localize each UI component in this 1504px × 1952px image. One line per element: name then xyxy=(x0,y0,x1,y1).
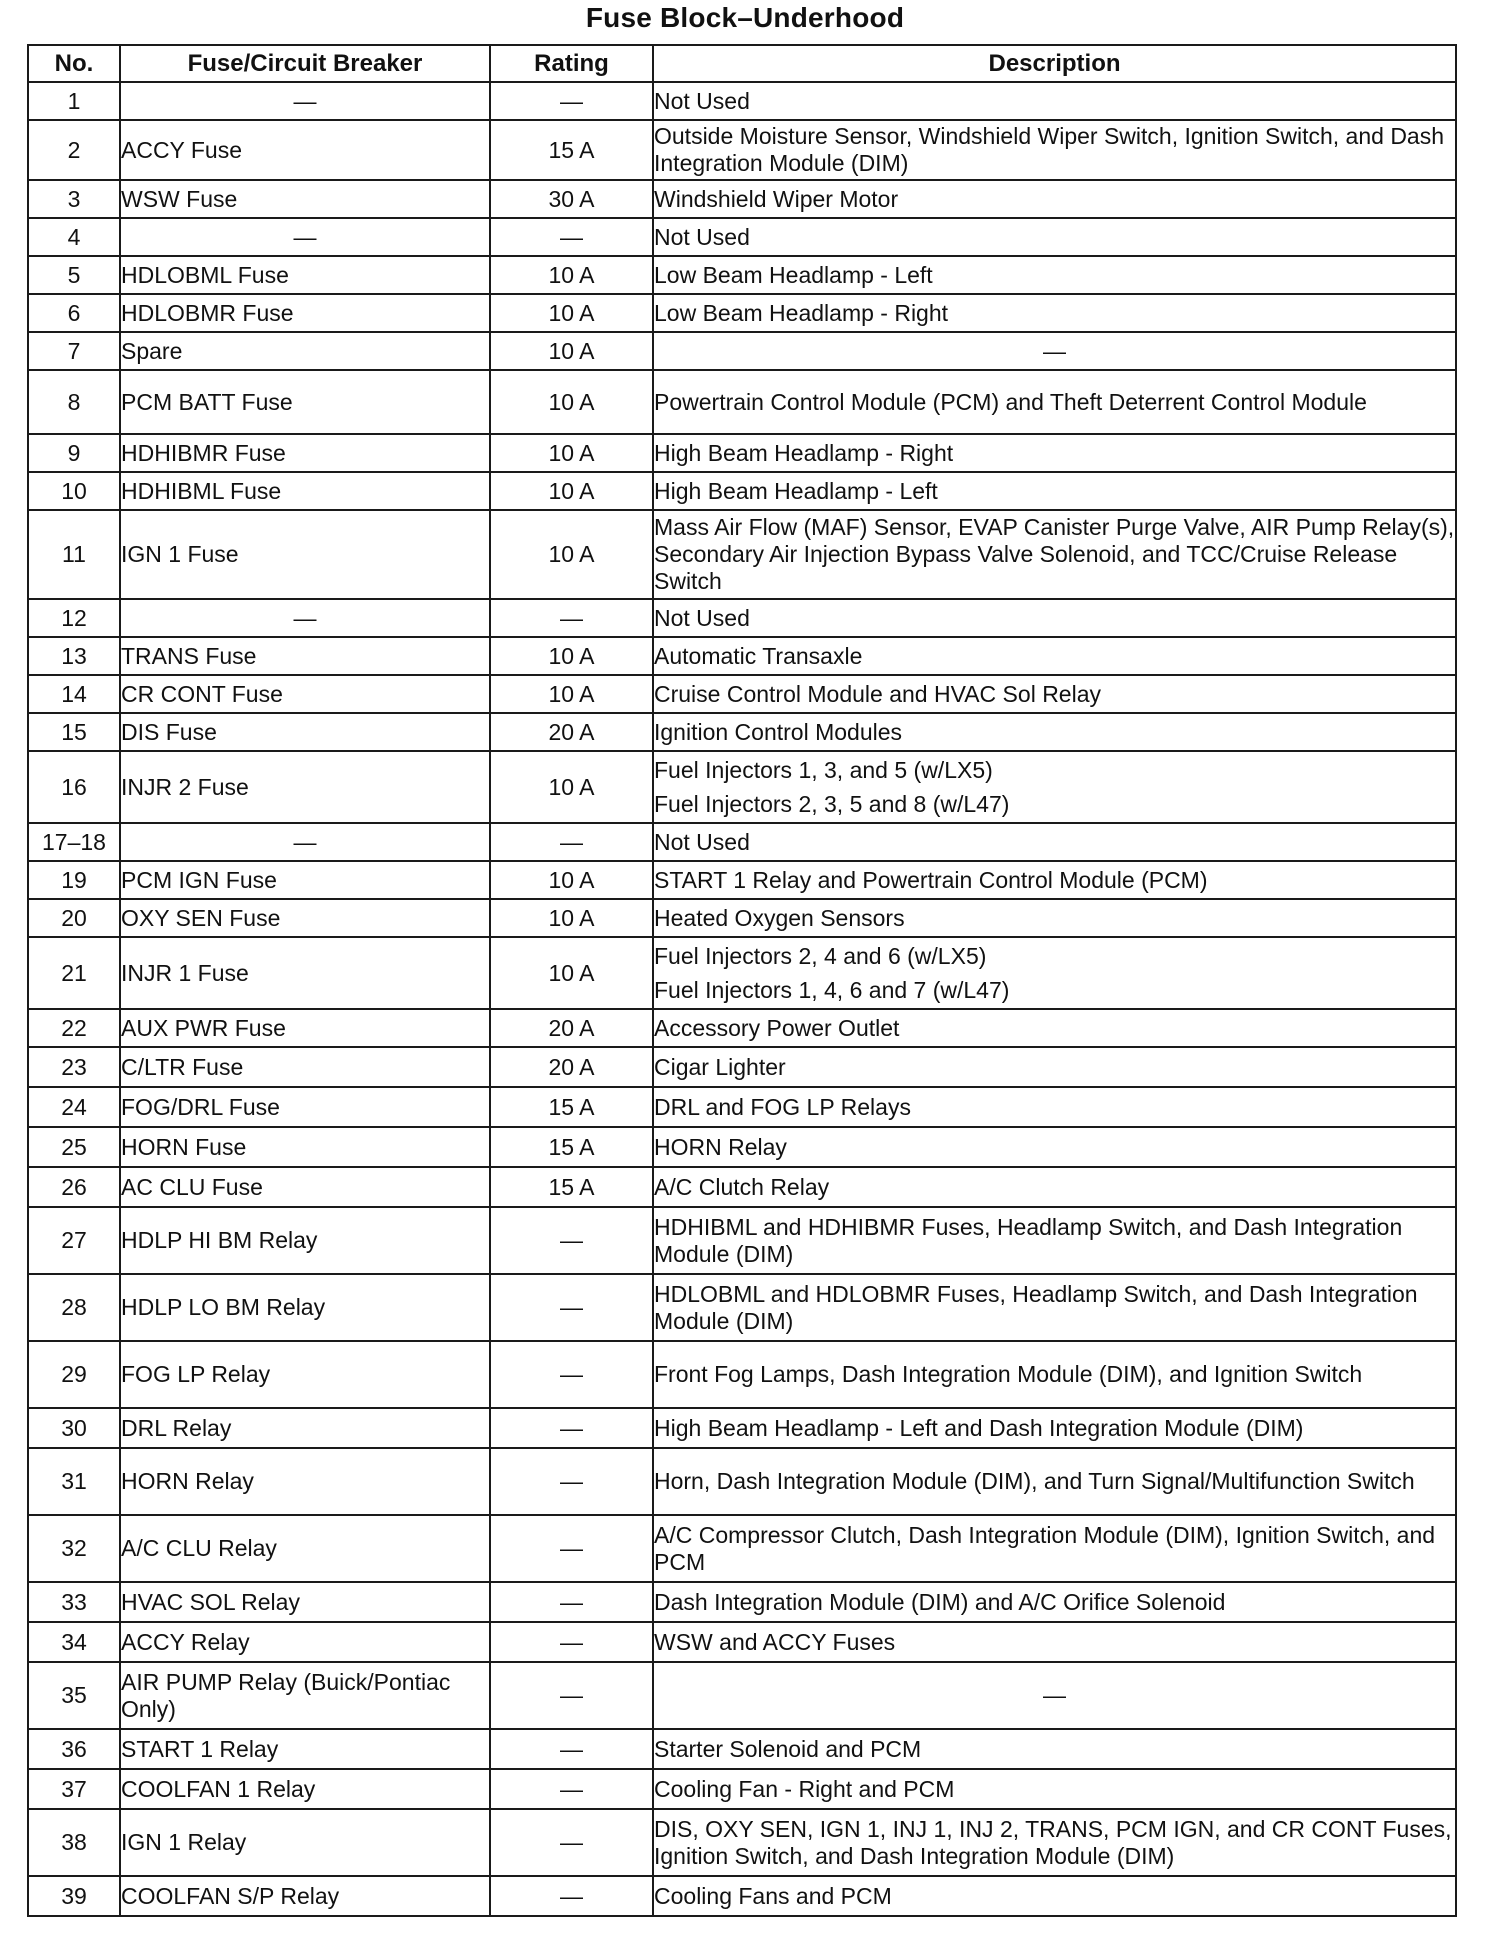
fuse-number: 16 xyxy=(28,751,120,823)
table-row xyxy=(28,1582,1456,1622)
fuse-description: WSW and ACCY Fuses xyxy=(653,1622,1456,1662)
fuse-number: 14 xyxy=(28,675,120,713)
description-line: Fuel Injectors 1, 3, and 5 (w/LX5) xyxy=(654,757,993,783)
fuse-name: IGN 1 Relay xyxy=(120,1809,490,1876)
fuse-number: 1 xyxy=(28,82,120,120)
table-row xyxy=(28,1448,1456,1515)
header-rating: Rating xyxy=(490,45,653,82)
table-row xyxy=(28,256,1456,294)
fuse-number: 38 xyxy=(28,1809,120,1876)
fuse-description: Not Used xyxy=(653,823,1456,861)
fuse-number: 37 xyxy=(28,1769,120,1809)
fuse-rating: 10 A xyxy=(490,751,653,823)
fuse-number: 8 xyxy=(28,370,120,434)
table-row xyxy=(28,1622,1456,1662)
fuse-name: ACCY Fuse xyxy=(120,120,490,180)
table-row xyxy=(28,180,1456,218)
fuse-description: Mass Air Flow (MAF) Sensor, EVAP Canister Purge Valve, AIR Pump Relay(s), Secondary Air Injection Bypass Valve Solenoid, and TCC/Cruise Release Switch xyxy=(653,510,1456,599)
fuse-name: HDHIBMR Fuse xyxy=(120,434,490,472)
table-row xyxy=(28,599,1456,637)
table-row xyxy=(28,1662,1456,1729)
fuse-name: A/C CLU Relay xyxy=(120,1515,490,1582)
fuse-rating: — xyxy=(490,1622,653,1662)
fuse-rating: — xyxy=(490,82,653,120)
fuse-rating: 10 A xyxy=(490,472,653,510)
fuse-rating: — xyxy=(490,1341,653,1408)
fuse-number: 24 xyxy=(28,1087,120,1127)
fuse-rating: 15 A xyxy=(490,120,653,180)
fuse-rating: 10 A xyxy=(490,510,653,599)
fuse-description: High Beam Headlamp - Left and Dash Integration Module (DIM) xyxy=(653,1408,1456,1448)
fuse-rating: 10 A xyxy=(490,861,653,899)
fuse-rating: — xyxy=(490,218,653,256)
fuse-rating: 10 A xyxy=(490,675,653,713)
table-row xyxy=(28,1769,1456,1809)
fuse-name: HVAC SOL Relay xyxy=(120,1582,490,1622)
fuse-description: Dash Integration Module (DIM) and A/C Orifice Solenoid xyxy=(653,1582,1456,1622)
fuse-description: Horn, Dash Integration Module (DIM), and Turn Signal/Multifunction Switch xyxy=(653,1448,1456,1515)
table-row xyxy=(28,332,1456,370)
fuse-number: 17–18 xyxy=(28,823,120,861)
table-row xyxy=(28,823,1456,861)
table-row xyxy=(28,937,1456,1009)
fuse-description xyxy=(653,751,1456,823)
fuse-description: HDHIBML and HDHIBMR Fuses, Headlamp Switch, and Dash Integration Module (DIM) xyxy=(653,1207,1456,1274)
table-row xyxy=(28,1809,1456,1876)
fuse-name: HORN Relay xyxy=(120,1448,490,1515)
fuse-rating: — xyxy=(490,1448,653,1515)
fuse-name: HORN Fuse xyxy=(120,1127,490,1167)
fuse-rating: 10 A xyxy=(490,637,653,675)
fuse-rating: 10 A xyxy=(490,899,653,937)
fuse-description: Not Used xyxy=(653,218,1456,256)
fuse-description: Cooling Fan - Right and PCM xyxy=(653,1769,1456,1809)
fuse-number: 13 xyxy=(28,637,120,675)
fuse-number: 30 xyxy=(28,1408,120,1448)
fuse-rating: 20 A xyxy=(490,1047,653,1087)
description-line: Fuel Injectors 2, 4 and 6 (w/LX5) xyxy=(654,943,987,969)
description-line: Fuel Injectors 1, 4, 6 and 7 (w/L47) xyxy=(654,977,1010,1003)
fuse-rating: — xyxy=(490,599,653,637)
fuse-rating: — xyxy=(490,1582,653,1622)
fuse-name: PCM BATT Fuse xyxy=(120,370,490,434)
fuse-number: 34 xyxy=(28,1622,120,1662)
table-row xyxy=(28,713,1456,751)
table-row xyxy=(28,1167,1456,1207)
fuse-name: INJR 2 Fuse xyxy=(120,751,490,823)
fuse-rating: — xyxy=(490,1809,653,1876)
fuse-rating: — xyxy=(490,1274,653,1341)
fuse-name: AC CLU Fuse xyxy=(120,1167,490,1207)
fuse-name: AUX PWR Fuse xyxy=(120,1009,490,1047)
fuse-description: DRL and FOG LP Relays xyxy=(653,1087,1456,1127)
fuse-number: 19 xyxy=(28,861,120,899)
fuse-number: 32 xyxy=(28,1515,120,1582)
fuse-rating: 20 A xyxy=(490,1009,653,1047)
fuse-number: 22 xyxy=(28,1009,120,1047)
fuse-number: 39 xyxy=(28,1876,120,1916)
table-row xyxy=(28,370,1456,434)
fuse-name: START 1 Relay xyxy=(120,1729,490,1769)
fuse-rating: 15 A xyxy=(490,1127,653,1167)
fuse-name: COOLFAN 1 Relay xyxy=(120,1769,490,1809)
fuse-rating: — xyxy=(490,1207,653,1274)
fuse-rating: — xyxy=(490,1876,653,1916)
table-row xyxy=(28,1876,1456,1916)
fuse-description: — xyxy=(653,332,1456,370)
table-row xyxy=(28,1274,1456,1341)
fuse-number: 11 xyxy=(28,510,120,599)
fuse-name: — xyxy=(120,599,490,637)
fuse-name: FOG LP Relay xyxy=(120,1341,490,1408)
fuse-number: 26 xyxy=(28,1167,120,1207)
table-row xyxy=(28,218,1456,256)
fuse-name: HDLOBMR Fuse xyxy=(120,294,490,332)
fuse-name: — xyxy=(120,218,490,256)
fuse-number: 3 xyxy=(28,180,120,218)
fuse-description: START 1 Relay and Powertrain Control Module (PCM) xyxy=(653,861,1456,899)
fuse-description: High Beam Headlamp - Left xyxy=(653,472,1456,510)
fuse-number: 28 xyxy=(28,1274,120,1341)
fuse-number: 35 xyxy=(28,1662,120,1729)
fuse-number: 6 xyxy=(28,294,120,332)
fuse-rating: — xyxy=(490,823,653,861)
fuse-name: DIS Fuse xyxy=(120,713,490,751)
fuse-description: Ignition Control Modules xyxy=(653,713,1456,751)
fuse-description: Low Beam Headlamp - Left xyxy=(653,256,1456,294)
fuse-number: 10 xyxy=(28,472,120,510)
fuse-rating: 20 A xyxy=(490,713,653,751)
fuse-name: COOLFAN S/P Relay xyxy=(120,1876,490,1916)
fuse-description: — xyxy=(653,1662,1456,1729)
header-fuse: Fuse/Circuit Breaker xyxy=(120,45,490,82)
fuse-table xyxy=(27,44,1457,1917)
fuse-description: Cruise Control Module and HVAC Sol Relay xyxy=(653,675,1456,713)
fuse-name: HDHIBML Fuse xyxy=(120,472,490,510)
fuse-rating: — xyxy=(490,1408,653,1448)
fuse-number: 5 xyxy=(28,256,120,294)
fuse-description: A/C Compressor Clutch, Dash Integration Module (DIM), Ignition Switch, and PCM xyxy=(653,1515,1456,1582)
description-line: Fuel Injectors 2, 3, 5 and 8 (w/L47) xyxy=(654,791,1010,817)
fuse-rating: 10 A xyxy=(490,332,653,370)
fuse-description: Windshield Wiper Motor xyxy=(653,180,1456,218)
fuse-description: Cooling Fans and PCM xyxy=(653,1876,1456,1916)
page-title: Fuse Block–Underhood xyxy=(585,2,905,33)
fuse-name: HDLP HI BM Relay xyxy=(120,1207,490,1274)
fuse-description: High Beam Headlamp - Right xyxy=(653,434,1456,472)
table-row xyxy=(28,1127,1456,1167)
fuse-rating: 15 A xyxy=(490,1167,653,1207)
fuse-name: — xyxy=(120,82,490,120)
fuse-name: CR CONT Fuse xyxy=(120,675,490,713)
fuse-name: — xyxy=(120,823,490,861)
table-row xyxy=(28,1087,1456,1127)
table-row xyxy=(28,434,1456,472)
fuse-rating: 30 A xyxy=(490,180,653,218)
table-row xyxy=(28,510,1456,599)
fuse-number: 36 xyxy=(28,1729,120,1769)
fuse-name: INJR 1 Fuse xyxy=(120,937,490,1009)
fuse-rating: 10 A xyxy=(490,370,653,434)
fuse-description: DIS, OXY SEN, IGN 1, INJ 1, INJ 2, TRANS, PCM IGN, and CR CONT Fuses, Ignition Switch, and Dash Integration Module (DIM) xyxy=(653,1809,1456,1876)
fuse-rating: 10 A xyxy=(490,294,653,332)
fuse-name: IGN 1 Fuse xyxy=(120,510,490,599)
table-row xyxy=(28,120,1456,180)
fuse-number: 27 xyxy=(28,1207,120,1274)
fuse-number: 31 xyxy=(28,1448,120,1515)
fuse-description: Starter Solenoid and PCM xyxy=(653,1729,1456,1769)
fuse-description: HORN Relay xyxy=(653,1127,1456,1167)
fuse-description: Front Fog Lamps, Dash Integration Module (DIM), and Ignition Switch xyxy=(653,1341,1456,1408)
fuse-description: Accessory Power Outlet xyxy=(653,1009,1456,1047)
table-row xyxy=(28,1515,1456,1582)
header-no: No. xyxy=(28,45,120,82)
fuse-name: AIR PUMP Relay (Buick/Pontiac Only) xyxy=(120,1662,490,1729)
fuse-description: Cigar Lighter xyxy=(653,1047,1456,1087)
fuse-number: 25 xyxy=(28,1127,120,1167)
fuse-rating: 10 A xyxy=(490,937,653,1009)
fuse-number: 9 xyxy=(28,434,120,472)
table-row xyxy=(28,1207,1456,1274)
fuse-description: HDLOBML and HDLOBMR Fuses, Headlamp Switch, and Dash Integration Module (DIM) xyxy=(653,1274,1456,1341)
fuse-name: OXY SEN Fuse xyxy=(120,899,490,937)
fuse-description: Automatic Transaxle xyxy=(653,637,1456,675)
table-row xyxy=(28,294,1456,332)
table-row xyxy=(28,1341,1456,1408)
fuse-description: Outside Moisture Sensor, Windshield Wiper Switch, Ignition Switch, and Dash Integration Module (DIM) xyxy=(653,120,1456,180)
fuse-rating: — xyxy=(490,1515,653,1582)
fuse-number: 2 xyxy=(28,120,120,180)
fuse-description: Not Used xyxy=(653,599,1456,637)
fuse-name: Spare xyxy=(120,332,490,370)
fuse-rating: 15 A xyxy=(490,1087,653,1127)
header-description: Description xyxy=(653,45,1456,82)
fuse-number: 33 xyxy=(28,1582,120,1622)
fuse-number: 29 xyxy=(28,1341,120,1408)
fuse-name: ACCY Relay xyxy=(120,1622,490,1662)
fuse-number: 23 xyxy=(28,1047,120,1087)
fuse-name: PCM IGN Fuse xyxy=(120,861,490,899)
fuse-rating: 10 A xyxy=(490,256,653,294)
fuse-number: 12 xyxy=(28,599,120,637)
table-row xyxy=(28,1009,1456,1047)
fuse-rating: — xyxy=(490,1662,653,1729)
fuse-rating: — xyxy=(490,1769,653,1809)
fuse-rating: 10 A xyxy=(490,434,653,472)
fuse-description xyxy=(653,937,1456,1009)
fuse-name: HDLOBML Fuse xyxy=(120,256,490,294)
table-row xyxy=(28,1047,1456,1087)
fuse-name: HDLP LO BM Relay xyxy=(120,1274,490,1341)
fuse-number: 20 xyxy=(28,899,120,937)
table-row xyxy=(28,861,1456,899)
table-row xyxy=(28,637,1456,675)
fuse-description: Not Used xyxy=(653,82,1456,120)
table-row xyxy=(28,1729,1456,1769)
fuse-description: Low Beam Headlamp - Right xyxy=(653,294,1456,332)
fuse-name: TRANS Fuse xyxy=(120,637,490,675)
fuse-description: A/C Clutch Relay xyxy=(653,1167,1456,1207)
fuse-name: WSW Fuse xyxy=(120,180,490,218)
fuse-name: DRL Relay xyxy=(120,1408,490,1448)
table-row xyxy=(28,472,1456,510)
fuse-number: 21 xyxy=(28,937,120,1009)
fuse-description: Powertrain Control Module (PCM) and Theft Deterrent Control Module xyxy=(653,370,1456,434)
header-row xyxy=(28,45,1456,82)
fuse-name: FOG/DRL Fuse xyxy=(120,1087,490,1127)
fuse-number: 15 xyxy=(28,713,120,751)
fuse-rating: — xyxy=(490,1729,653,1769)
table-row xyxy=(28,751,1456,823)
table-row xyxy=(28,1408,1456,1448)
table-row xyxy=(28,82,1456,120)
table-row xyxy=(28,899,1456,937)
fuse-table-body xyxy=(28,82,1456,1916)
fuse-number: 4 xyxy=(28,218,120,256)
fuse-description: Heated Oxygen Sensors xyxy=(653,899,1456,937)
table-row xyxy=(28,675,1456,713)
fuse-number: 7 xyxy=(28,332,120,370)
fuse-name: C/LTR Fuse xyxy=(120,1047,490,1087)
